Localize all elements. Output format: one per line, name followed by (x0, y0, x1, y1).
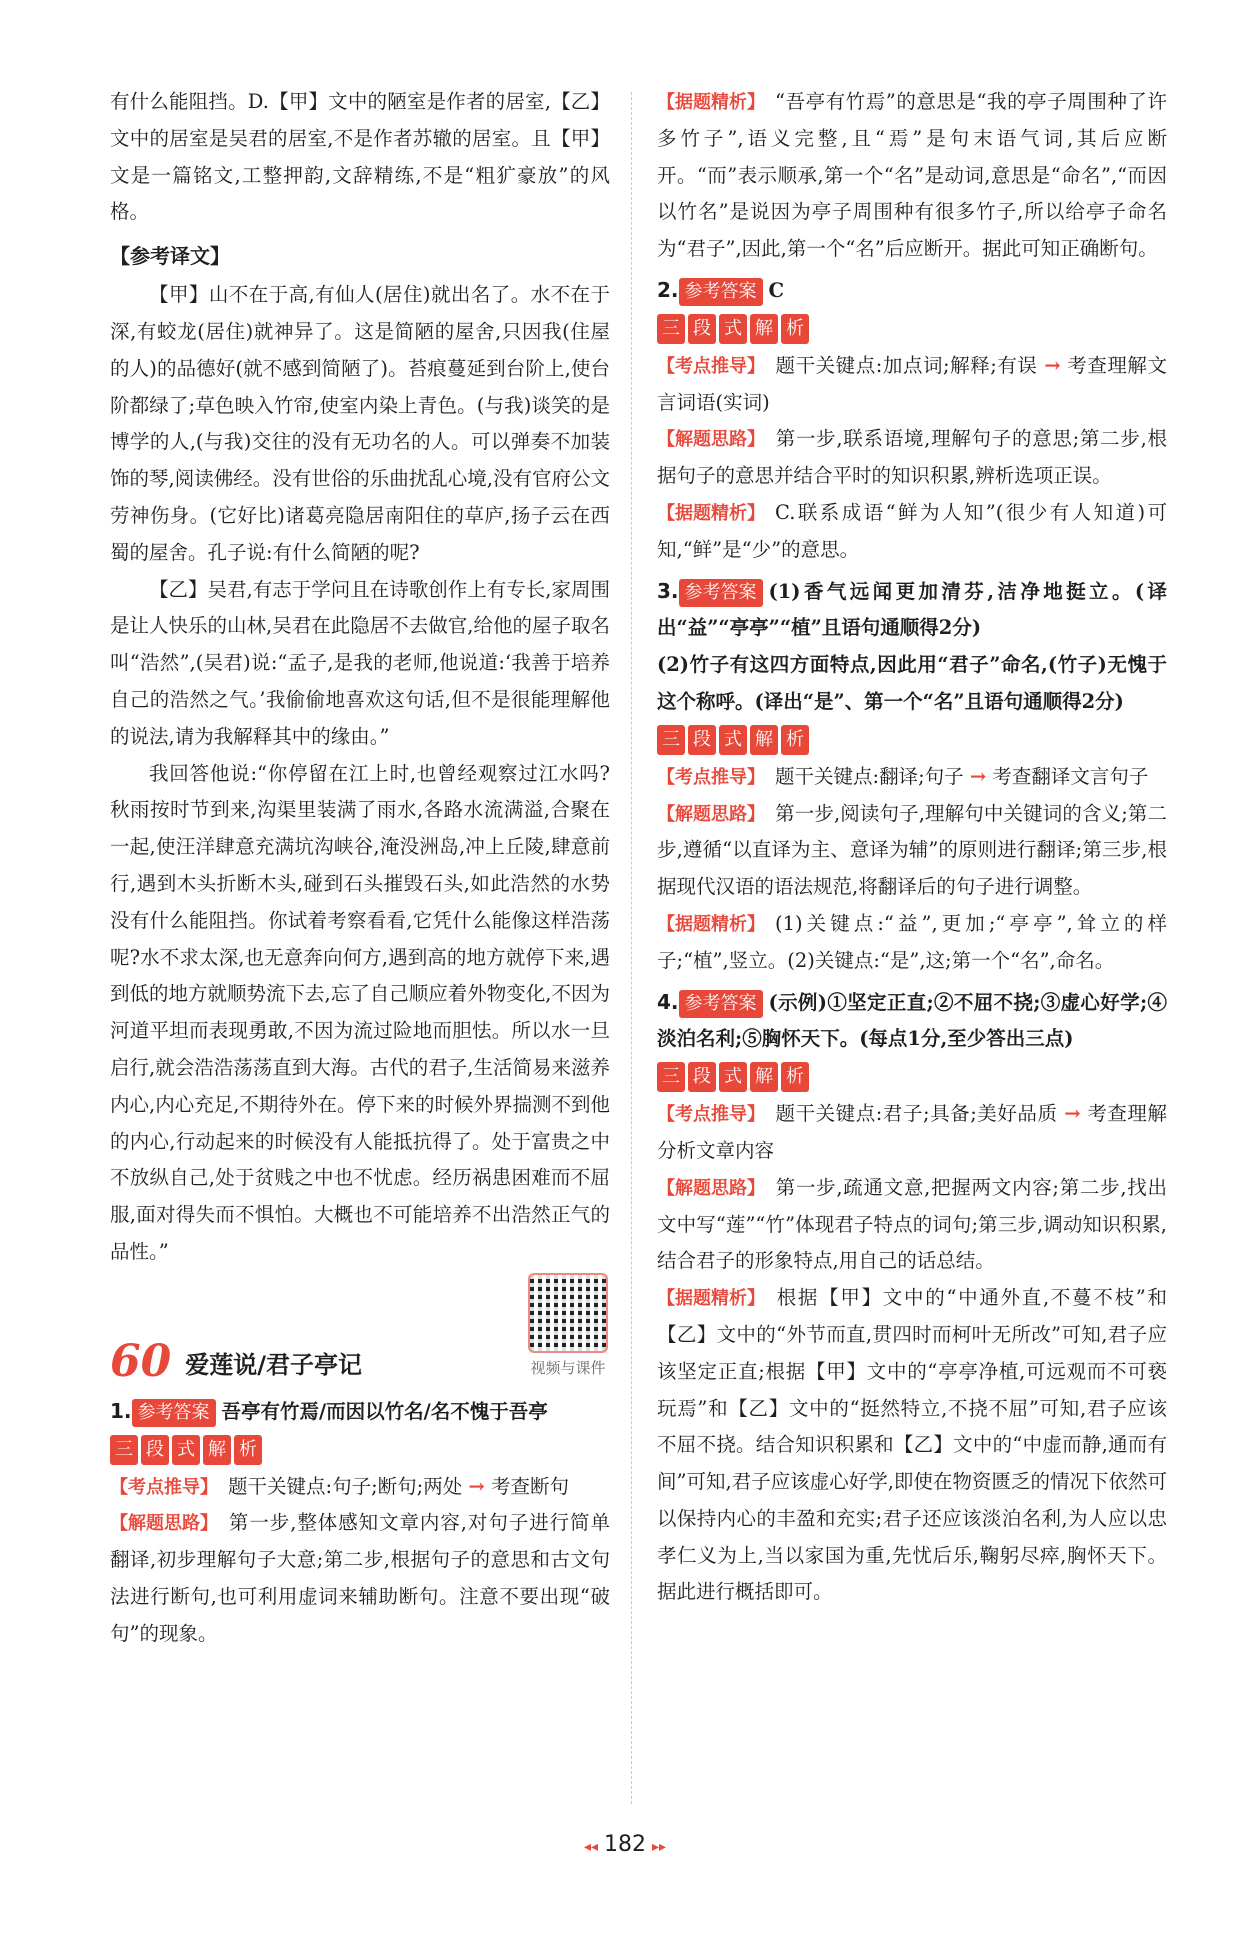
jieti-tag: 【解题思路】 (110, 1513, 218, 1535)
jieti-line (110, 1505, 610, 1652)
kaodian-text: 题干关键点:加点词;解释;有误 (775, 353, 1038, 377)
analysis-badge (657, 725, 1167, 755)
kaodian-tag: 【考点推导】 (657, 355, 765, 377)
question-3 (657, 573, 1167, 980)
analysis-char: 三 (657, 1062, 685, 1092)
kaodian-line (657, 348, 1167, 422)
answer-badge: 参考答案 (132, 1399, 216, 1427)
jingxi-tag: 【据题精析】 (657, 1288, 765, 1310)
question-1 (110, 1393, 610, 1653)
question-number: 2. (657, 277, 679, 302)
next-chevron-icon: ▸▸ (652, 1839, 667, 1855)
page-footer (0, 1832, 1250, 1857)
jieti-line (657, 796, 1167, 906)
column-divider (631, 92, 632, 1804)
kaodian-line (657, 1096, 1167, 1170)
kaodian-tag: 【考点推导】 (657, 1104, 765, 1126)
analysis-char: 析 (781, 725, 809, 755)
qr-code-icon[interactable] (528, 1273, 608, 1353)
jieti-text: 第一步,整体感知文章内容,对句子进行简单翻译,初步理解句子大意;第二步,根据句子的意思和古文句法进行断句,也可利用虚词来辅助断句。注意不要出现“破句”的现象。 (110, 1511, 610, 1645)
jingxi-line (657, 84, 1167, 268)
analysis-char: 三 (657, 314, 685, 344)
analysis-char: 三 (657, 725, 685, 755)
analysis-char: 段 (688, 725, 716, 755)
paragraph: 有什么能阻挡。D.【甲】文中的陋室是作者的居室,【乙】文中的居室是吴君的居室,不是作者苏辙的居室。且【甲】文是一篇铭文,工整押韵,文辞精练,不是“粗犷豪放”的风格。 (110, 90, 610, 224)
analysis-char: 段 (688, 314, 716, 344)
kaodian-result: 考查理解文言词语(实词) (657, 353, 1167, 414)
kaodian-tag: 【考点推导】 (110, 1476, 218, 1498)
kaodian-result: 考查翻译文言句子 (992, 764, 1149, 788)
qr-code-block[interactable] (526, 1273, 610, 1378)
analysis-char: 段 (688, 1062, 716, 1092)
kaodian-line (110, 1469, 610, 1506)
jieti-tag: 【解题思路】 (657, 1177, 765, 1199)
question-2 (657, 272, 1167, 569)
arrow-icon: → (1044, 353, 1061, 377)
kaodian-text: 题干关键点:句子;断句;两处 (228, 1474, 463, 1498)
kaodian-line (657, 759, 1167, 796)
lesson-header (110, 1303, 610, 1387)
kaodian-result: 考查断句 (490, 1474, 569, 1498)
analysis-char: 解 (203, 1435, 231, 1465)
jingxi-tag: 【据题精析】 (657, 92, 765, 113)
answer-text: 吾亭有竹焉/而因以竹名/名不愧于吾亭 (221, 1399, 548, 1423)
analysis-char: 式 (719, 314, 747, 344)
answer-text: (2)竹子有这四方面特点,因此用“君子”命名,(竹子)无愧于这个称呼。(译出“是”、第一个“名”且语句通顺得2分) (657, 653, 1167, 713)
jieti-text: 第一步,阅读句子,理解句中关键词的含义;第二步,遵循“以直译为主、意译为辅”的原则进行翻译;第三步,根据现代汉语的语法规范,将翻译后的句子进行调整。 (657, 801, 1167, 899)
jingxi-text: “吾亭有竹焉”的意思是“我的亭子周围种了许多竹子”,语义完整,且“焉”是句末语气词,其后应断开。“而”表示顺承,第一个“名”是动词,意思是“命名”,“而因以竹名”是说因为亭子周围种有很多竹子,所以给亭子命名为“君子”,因此,第一个“名”后应断开。据此可知正确断句。 (657, 90, 1167, 261)
kaodian-tag: 【考点推导】 (657, 766, 765, 788)
question-number: 1. (110, 1398, 132, 1423)
jieti-text: 第一步,联系语境,理解句子的意思;第二步,根据句子的意思并结合平时的知识积累,辨析选项正误。 (657, 427, 1167, 488)
answer-badge: 参考答案 (679, 579, 763, 607)
answer-text: C (768, 278, 785, 302)
jieti-line (657, 421, 1167, 495)
arrow-icon: → (1064, 1102, 1081, 1126)
jingxi-text: C.联系成语“鲜为人知”(很少有人知道)可知,“鲜”是“少”的意思。 (657, 500, 1167, 561)
answer-badge: 参考答案 (679, 278, 763, 306)
prev-chevron-icon: ◂◂ (583, 1839, 598, 1855)
analysis-char: 三 (110, 1435, 138, 1465)
question-number: 4. (657, 989, 679, 1014)
jingxi-line (657, 906, 1167, 980)
translation-paragraph: 【甲】山不在于高,有仙人(居住)就出名了。水不在于深,有蛟龙(居住)就神异了。这是简陋的屋舍,只因我(住屋的人)的品德好(就不感到简陋了)。苔痕蔓延到台阶上,使台阶都绿了;草色映入竹帘,使室内染上青色。(与我)谈笑的是博学的人,(与我)交往的没有无功名的人。可以弹奏不加装饰的琴,阅读佛经。没有世俗的乐曲扰乱心境,没有官府公文劳神伤身。(它好比)诸葛亮隐居南阳住的草庐,扬子云在西蜀的屋舍。孔子说:有什么简陋的呢? (110, 283, 610, 564)
lesson-title: 爱莲说/君子亭记 (185, 1350, 362, 1379)
left-column (110, 84, 610, 1656)
qr-label: 视频与课件 (530, 1358, 606, 1377)
jieti-text: 第一步,疏通文意,把握两文内容;第二步,找出文中写“莲”“竹”体现君子特点的词句;第三步,调动知识积累,结合君子的形象特点,用自己的话总结。 (657, 1175, 1167, 1273)
analysis-char: 析 (781, 314, 809, 344)
analysis-char: 解 (750, 314, 778, 344)
jieti-tag: 【解题思路】 (657, 429, 765, 451)
answer-text: (1)香气远闻更加清芬,洁净地挺立。(译出“益”“亭亭”“植”且语句通顺得2分) (657, 579, 1167, 640)
answer-line (657, 272, 1167, 310)
jieti-tag: 【解题思路】 (657, 803, 765, 825)
question-number: 3. (657, 578, 679, 603)
analysis-char: 式 (719, 1062, 747, 1092)
analysis-char: 解 (750, 725, 778, 755)
analysis-badge (110, 1435, 610, 1465)
question-4 (657, 984, 1167, 1612)
jingxi-tag: 【据题精析】 (657, 913, 765, 935)
answer-line (657, 573, 1167, 648)
jingxi-line (657, 495, 1167, 569)
arrow-icon: → (468, 1474, 485, 1498)
kaodian-text: 题干关键点:君子;具备;美好品质 (775, 1102, 1058, 1126)
translation-paragraph: 我回答他说:“你停留在江上时,也曾经观察过江水吗?秋雨按时节到来,沟渠里装满了雨水,各路水流满溢,合聚在一起,使汪洋肆意充满坑沟峡谷,淹没洲岛,冲上丘陵,肆意前行,遇到木头折断木头,碰到石头摧毁石头,如此浩然的水势没有什么能阻挡。你试着考察看看,它凭什么能像这样浩荡呢?水不求太深,也无意奔向何方,遇到高的地方就停下来,遇到低的地方就顺势流下去,忘了自己顺应着外物变化,不因为河道平坦而表现勇敢,不因为流过险地而胆怯。所以水一旦启行,就会浩浩荡荡直到大海。古代的君子,生活简易来滋养内心,内心充足,不期待外在。停下来的时候外界揣测不到他的内心,行动起来的时候没有人能抵抗得了。处于富贵之中不放纵自己,处于贫贱之中也不忧虑。经历祸患困难而不屈服,面对得失而不惧怕。大概也不可能培养不出浩然正气的品性。” (110, 761, 610, 1263)
answer-badge: 参考答案 (679, 990, 763, 1018)
analysis-char: 式 (719, 725, 747, 755)
kaodian-text: 题干关键点:翻译;句子 (775, 764, 964, 788)
analysis-char: 段 (141, 1435, 169, 1465)
translation-heading: 【参考译文】 (110, 244, 230, 269)
jieti-line (657, 1170, 1167, 1280)
analysis-char: 析 (234, 1435, 262, 1465)
jingxi-text: (1)关键点:“益”,更加;“亭亭”,耸立的样子;“植”,竖立。(2)关键点:“是”,这;第一个“名”,命名。 (657, 911, 1167, 972)
kaodian-result: 考查理解分析文章内容 (657, 1102, 1167, 1162)
analysis-badge (657, 1062, 1167, 1092)
analysis-char: 析 (781, 1062, 809, 1092)
page-number: 182 (604, 1832, 646, 1857)
analysis-badge (657, 314, 1167, 344)
translation-paragraph: 【乙】吴君,有志于学问且在诗歌创作上有专长,家周围是让人快乐的山林,吴君在此隐居不去做官,给他的屋子取名叫“浩然”,(吴君)说:“孟子,是我的老师,他说道:‘我善于培养自己的浩然之气。’我偷偷地喜欢这句话,但不是很能理解他的说法,请为我解释其中的缘由。” (110, 577, 610, 748)
lesson-number: 60 (110, 1335, 172, 1387)
jingxi-text: 根据【甲】文中的“中通外直,不蔓不枝”和【乙】文中的“外节而直,贯四时而柯叶无所改”可知,君子应该坚定正直;根据【甲】文中的“亭亭净植,可远观而不可亵玩焉”和【乙】文中的“挺然特立,不挠不屈”可知,君子应该不屈不挠。结合知识积累和【乙】文中的“中虚而静,通而有间”可知,君子应该虚心好学,即使在物资匮乏的情况下依然可以保持内心的丰盈和充实;君子还应该淡泊名利,为人应以忠孝仁义为上,当以家国为重,先忧后乐,鞠躬尽瘁,胸怀天下。据此进行概括即可。 (657, 1286, 1167, 1604)
answer-line (110, 1393, 610, 1431)
arrow-icon: → (969, 764, 987, 788)
analysis-char: 式 (172, 1435, 200, 1465)
analysis-char: 解 (750, 1062, 778, 1092)
answer-text: (示例)①坚定正直;②不屈不挠;③虚心好学;④淡泊名利;⑤胸怀天下。(每点1分,至少答出三点) (657, 990, 1167, 1051)
right-column (657, 84, 1167, 1615)
jingxi-tag: 【据题精析】 (657, 502, 765, 524)
jingxi-line (657, 1280, 1167, 1611)
answer-line (657, 984, 1167, 1059)
